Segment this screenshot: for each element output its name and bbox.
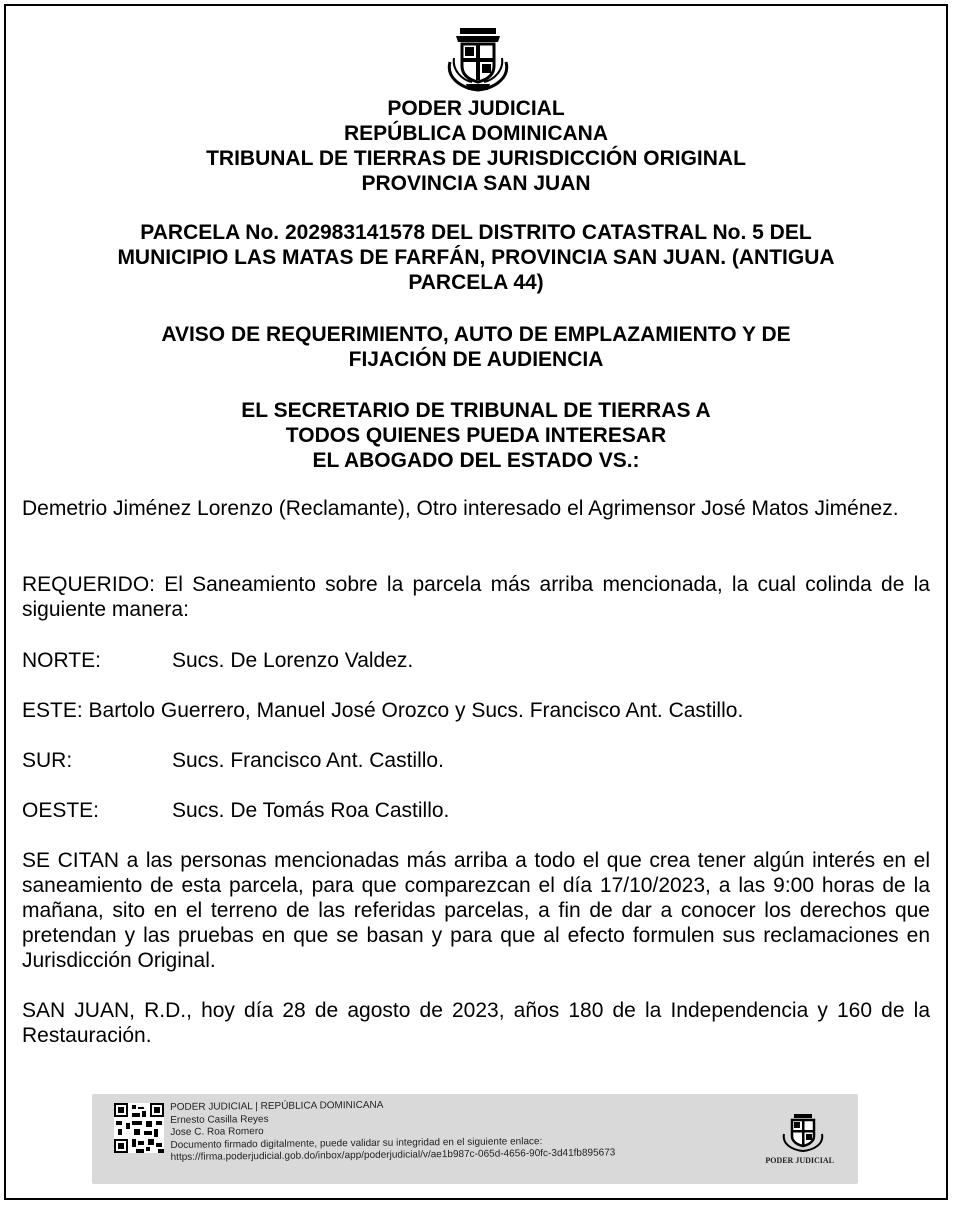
boundary-north [22,648,930,673]
header-block [26,96,926,196]
addressee-block [26,398,926,473]
parties-paragraph: Demetrio Jiménez Lorenzo (Reclamante), Otro interesado el Agrimensor José Matos Jiménez. [22,497,899,520]
notice-title [26,322,926,372]
stamp-signer: Ernesto Casilla Reyes [170,1113,269,1126]
logo-caption: PODER JUDICIAL [765,1156,834,1165]
stamp-signer: Jose C. Roa Romero [170,1126,264,1138]
parcel-line: PARCELA 44) [408,271,544,294]
stamp-url-link[interactable]: https://firma.poderjudicial.gob.do/inbox/app/poderjudicial/v/ae1b987c-065d-4656-90fc-3d41fb895673 [170,1147,616,1163]
boundary-south [22,748,930,773]
boundary-label: SUR: [22,749,73,772]
notice-title-line: AVISO DE REQUERIMIENTO, AUTO DE EMPLAZAMIENTO Y DE [161,323,791,346]
stamp-org: PODER JUDICIAL | REPÚBLICA DOMINICANA [170,1099,384,1113]
boundary-label: NORTE: [22,649,101,672]
addressee-line: EL ABOGADO DEL ESTADO VS.: [312,449,640,472]
boundary-west [22,798,930,823]
parcel-line: MUNICIPIO LAS MATAS DE FARFÁN, PROVINCIA SAN JUAN. (ANTIGUA [117,246,835,269]
header-line: PROVINCIA SAN JUAN [361,172,591,195]
header-line: REPÚBLICA DOMINICANA [343,122,609,145]
notice-title-line: FIJACIÓN DE AUDIENCIA [348,348,604,371]
parcel-block [26,220,926,295]
stamp-note: Documento firmado digitalmente, puede validar su integridad en el siguiente enlace: [170,1135,543,1151]
qr-code-icon[interactable] [114,1102,164,1154]
boundary-value: Sucs. Francisco Ant. Castillo. [172,749,444,772]
citation-paragraph: SE CITAN a las personas mencionadas más arriba a todo el que crea tener algún interés en el saneamiento de esta parcela, para que comparezcan el día 17/10/2023, a las 9:00 horas de la mañana, sito en el terreno de las referidas parcelas, a fin de dar a conocer los derechos que pretendan y las pruebas en que se basan y para que al efecto formulen sus reclamaciones en Jurisdicción Original. [22,849,930,972]
coat-of-arms-icon [442,22,514,94]
closing-paragraph: SAN JUAN, R.D., hoy día 28 de agosto de 2023, años 180 de la Independencia y 160 de la Restauración. [22,999,930,1047]
digital-signature-stamp [92,1094,858,1184]
poder-judicial-logo-icon [778,1112,828,1152]
boundary-label: OESTE: [22,799,100,822]
addressee-line: EL SECRETARIO DE TRIBUNAL DE TIERRAS A [241,399,711,422]
header-line: TRIBUNAL DE TIERRAS DE JURISDICCIÓN ORIGINAL [206,147,746,170]
addressee-line: TODOS QUIENES PUEDA INTERESAR [285,424,667,447]
stamp-text-block [170,1097,615,1164]
boundary-value: Sucs. De Tomás Roa Castillo. [172,799,450,822]
parcel-line: PARCELA No. 202983141578 DEL DISTRITO CATASTRAL No. 5 DEL [140,221,812,244]
header-line: PODER JUDICIAL [387,97,565,120]
boundary-east: ESTE: Bartolo Guerrero, Manuel José Orozco y Sucs. Francisco Ant. Castillo. [22,699,744,722]
requerido-paragraph: REQUERIDO: El Saneamiento sobre la parcela más arriba mencionada, la cual colinda de la siguiente manera: [22,573,930,621]
boundary-value: Sucs. De Lorenzo Valdez. [172,649,414,672]
notice-frame [4,4,948,1200]
